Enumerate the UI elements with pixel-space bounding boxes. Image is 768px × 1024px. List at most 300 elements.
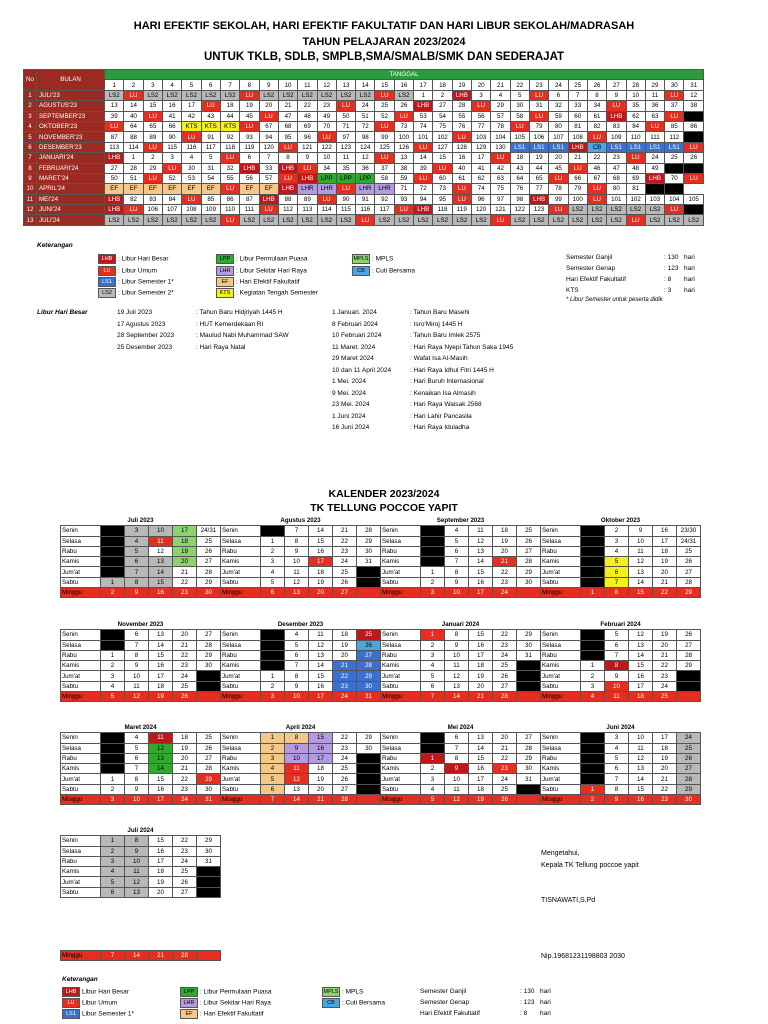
calendar-day: 2 <box>421 577 445 587</box>
calendar-day <box>357 588 381 598</box>
table-cell: LS2 <box>163 90 182 100</box>
calendar-day: 16 <box>629 795 653 805</box>
legend2-item <box>180 1009 264 1019</box>
summary-label: Semester Genap <box>566 265 616 272</box>
calendar-day <box>581 774 605 784</box>
table-cell: LU <box>684 173 704 183</box>
table-cell: 28 <box>124 163 143 173</box>
calendar-day: 23 <box>173 661 197 671</box>
calendar-row <box>61 640 221 650</box>
table-cell: 115 <box>336 205 355 215</box>
calendar-day: 21 <box>493 743 517 753</box>
table-cell: KTS <box>220 121 239 131</box>
row-month: MARET'24 <box>37 173 105 183</box>
holiday-date: 16 Juni 2024 <box>332 424 370 431</box>
table-cell: LS2 <box>645 215 664 225</box>
table-cell: LS2 <box>182 215 201 225</box>
table-cell: 65 <box>529 173 548 183</box>
calendar-day: 28 <box>333 795 357 805</box>
calendar-day: 27 <box>333 588 357 598</box>
table-cell: LHB <box>105 153 124 163</box>
table-cell: LU <box>143 173 162 183</box>
day-name: Sabtu <box>541 681 581 691</box>
table-day-header: 17 <box>414 80 433 90</box>
calendar-day: 18 <box>309 567 333 577</box>
table-cell: 15 <box>433 153 452 163</box>
table-cell: 72 <box>414 184 433 194</box>
holiday-name: : Kenaikan Isa Almasih <box>410 389 476 397</box>
legend-item <box>216 277 300 287</box>
calendar-row <box>221 577 381 587</box>
day-name: Senin <box>221 526 261 536</box>
calendar-day: 8 <box>445 753 469 763</box>
legend2-key: LU <box>62 998 80 1008</box>
table-cell: 15 <box>143 101 162 111</box>
calendar-day: 25 <box>653 692 677 702</box>
holiday-date: 11 Maret. 2024 <box>332 343 376 351</box>
calendar-day <box>357 577 381 587</box>
table-cell: 34 <box>587 101 606 111</box>
legend-key: CB <box>352 266 370 276</box>
table-cell: 40 <box>452 163 471 173</box>
calendar-day: 28 <box>517 557 541 567</box>
calendar-day: 16 <box>309 743 333 753</box>
calendar-day: 17 <box>309 753 333 763</box>
calendar-day: 23 <box>173 846 197 856</box>
table-cell: LS2 <box>356 90 375 100</box>
day-name: Rabu <box>541 753 581 763</box>
calendar-day: 22 <box>333 536 357 546</box>
day-name: Rabu <box>61 546 101 556</box>
calendar-day <box>101 733 125 743</box>
table-cell: LU <box>163 163 182 173</box>
table-cell: 104 <box>491 132 510 142</box>
calendar-day: 19 <box>493 536 517 546</box>
calendar-row <box>381 661 541 671</box>
calendar-day: 21 <box>333 526 357 536</box>
table-cell: 86 <box>684 121 704 131</box>
day-name: Sabtu <box>541 784 581 794</box>
table-cell: LS2 <box>259 90 278 100</box>
legend-label: : Hari Efektif Fakultatif <box>236 278 300 286</box>
calendar-day: 8 <box>445 567 469 577</box>
day-name: Kamis <box>381 557 421 567</box>
legend-key: LS2 <box>98 288 116 298</box>
table-cell: 52 <box>163 173 182 183</box>
day-name: Senin <box>541 630 581 640</box>
table-cell: LU <box>665 111 684 121</box>
table-cell: 36 <box>645 101 664 111</box>
calendar-day: 26 <box>173 692 197 702</box>
table-cell: LU <box>626 153 645 163</box>
table-cell: 13 <box>394 153 413 163</box>
calendar-row <box>381 764 541 774</box>
calendar-day: 9 <box>285 743 309 753</box>
table-cell: LS2 <box>394 215 413 225</box>
calendar-day: 14 <box>285 795 309 805</box>
calendar-day: 15 <box>469 630 493 640</box>
table-cell: 53 <box>414 111 433 121</box>
calendar-day: 25 <box>493 661 517 671</box>
calendar-row <box>221 774 381 784</box>
table-cell: LS2 <box>607 215 626 225</box>
table-cell: LU <box>105 121 124 131</box>
calendar-day: 20 <box>173 753 197 763</box>
calendar-day: 8 <box>445 630 469 640</box>
day-name: Jum'at <box>541 774 581 784</box>
calendar-row <box>61 764 221 774</box>
calendar-day: 11 <box>285 567 309 577</box>
month-name: Oktober 2023 <box>541 516 701 526</box>
month-table <box>220 620 381 702</box>
table-cell: 43 <box>201 111 220 121</box>
legend-title: Keterangan <box>37 242 73 249</box>
calendar-day: 15 <box>629 661 653 671</box>
table-day-header: 25 <box>568 80 587 90</box>
calendar-row <box>61 536 221 546</box>
table-cell: 105 <box>510 132 529 142</box>
table-cell: 48 <box>298 111 317 121</box>
day-name: Rabu <box>61 753 101 763</box>
table-cell: 117 <box>201 142 220 152</box>
calendar-day: 29 <box>197 577 221 587</box>
calendar-day: 7 <box>285 526 309 536</box>
calendar-day: 1 <box>581 661 605 671</box>
table-cell: 32 <box>220 163 239 173</box>
table-cell: 77 <box>472 121 491 131</box>
calendar-day: 24 <box>333 557 357 567</box>
table-cell: 98 <box>356 132 375 142</box>
calendar-day: 31 <box>357 557 381 567</box>
table-cell: 38 <box>394 163 413 173</box>
calendar-row <box>381 630 541 640</box>
calendar-day: 29 <box>677 588 701 598</box>
table-day-header: 11 <box>298 80 317 90</box>
calendar-row <box>381 640 541 650</box>
calendar-day: 7 <box>101 951 125 961</box>
table-cell: 27 <box>105 163 124 173</box>
month-name: Februari 2024 <box>541 620 701 630</box>
table-cell: 81 <box>626 184 645 194</box>
row-month: SEPTEMBER'23 <box>37 111 105 121</box>
month-table <box>220 516 381 598</box>
calendar-day: 25 <box>677 743 701 753</box>
calendar-row <box>61 733 221 743</box>
table-cell: 39 <box>414 163 433 173</box>
table-cell: 3 <box>163 153 182 163</box>
calendar-day: 15 <box>469 753 493 763</box>
table-cell: LS2 <box>433 215 452 225</box>
day-name: Kamis <box>541 557 581 567</box>
table-day-header: 31 <box>684 80 704 90</box>
day-name: Selasa <box>541 640 581 650</box>
calendar-day: 2 <box>101 661 125 671</box>
calendar-row <box>381 774 541 784</box>
legend-key: LPP <box>216 254 234 264</box>
day-name: Selasa <box>221 536 261 546</box>
calendar-day: 26 <box>357 640 381 650</box>
calendar-day: 5 <box>285 640 309 650</box>
table-cell: 117 <box>375 205 394 215</box>
table-day-header: 24 <box>549 80 568 90</box>
table-cell: 14 <box>414 153 433 163</box>
summary-unit: hari <box>684 254 695 261</box>
calendar-row <box>541 536 701 546</box>
calendar-day: 28 <box>677 577 701 587</box>
calendar-day: 25 <box>333 567 357 577</box>
legend-item <box>98 277 174 287</box>
table-cell: EF <box>182 184 201 194</box>
calendar-day: 13 <box>469 546 493 556</box>
holiday-date: 19 Juli 2023 <box>117 309 153 316</box>
day-name: Jum'at <box>61 877 101 887</box>
table-cell: 37 <box>375 163 394 173</box>
day-name: Senin <box>221 630 261 640</box>
calendar-day: 3 <box>605 536 629 546</box>
calendar-day: 18 <box>149 681 173 691</box>
calendar-day <box>581 546 605 556</box>
holiday-date: 1 Juni 2024 <box>332 412 366 420</box>
table-cell: LU <box>336 184 355 194</box>
table-cell: LS1 <box>626 142 645 152</box>
table-cell: LS2 <box>336 90 355 100</box>
calendar-day: 6 <box>125 753 149 763</box>
calendar-day: 22 <box>493 753 517 763</box>
calendar-day <box>677 692 701 702</box>
calendar-day: 19 <box>309 774 333 784</box>
calendar-row <box>61 753 221 763</box>
table-cell: 88 <box>278 194 297 204</box>
calendar-day: 16 <box>309 546 333 556</box>
calendar-day: 3 <box>421 774 445 784</box>
table-cell: 126 <box>394 142 413 152</box>
legend-label: : Libur Semester 1* <box>118 278 174 286</box>
calendar-day: 26 <box>517 536 541 546</box>
calendar-day: 19 <box>469 671 493 681</box>
calendar-day: 30 <box>677 795 701 805</box>
calendar-day <box>261 650 285 660</box>
calendar-row <box>61 526 221 536</box>
calendar-row <box>221 640 381 650</box>
table-cell: 50 <box>336 111 355 121</box>
day-name: Jum'at <box>541 671 581 681</box>
calendar-day: 16 <box>309 681 333 691</box>
calendar-day: 19 <box>653 630 677 640</box>
calendar-day: 3 <box>261 692 285 702</box>
table-cell: 92 <box>220 132 239 142</box>
table-cell: 49 <box>317 111 336 121</box>
day-name: Sabtu <box>61 577 101 587</box>
table-cell: 55 <box>452 111 471 121</box>
calendar-day: 26 <box>173 877 197 887</box>
legend2-label: Libur Semester 1* <box>82 1010 135 1018</box>
calendar-row <box>221 546 381 556</box>
calendar-day: 7 <box>125 567 149 577</box>
calendar-day: 4 <box>605 743 629 753</box>
calendar-day: 6 <box>125 630 149 640</box>
calendar-day <box>357 567 381 577</box>
calendar-row <box>541 661 701 671</box>
summary2-label: Semester Ganjil <box>420 988 467 995</box>
table-cell: LU <box>452 194 471 204</box>
table-cell: LS2 <box>317 90 336 100</box>
table-cell: LU <box>124 90 143 100</box>
table-cell: 71 <box>394 184 413 194</box>
table-cell: 20 <box>259 101 278 111</box>
summary2-label: Hari Efektif Fakultatif <box>420 1010 480 1017</box>
calendar-day: 13 <box>629 764 653 774</box>
calendar-day: 19 <box>173 743 197 753</box>
calendar-day: 3 <box>101 856 125 866</box>
calendar-row <box>541 671 701 681</box>
calendar-day: 27 <box>357 650 381 660</box>
calendar-day: 14 <box>125 951 149 961</box>
table-cell: 5 <box>510 90 529 100</box>
table-cell: LS1 <box>607 142 626 152</box>
calendar-row <box>541 640 701 650</box>
calendar-day: 14 <box>445 692 469 702</box>
table-cell: 96 <box>472 194 491 204</box>
calendar-row <box>541 733 701 743</box>
table-cell: 22 <box>298 101 317 111</box>
table-cell: LHR <box>298 184 317 194</box>
day-name: Minggu <box>381 795 421 805</box>
table-cell: LU <box>394 205 413 215</box>
calendar-day: 18 <box>309 764 333 774</box>
table-cell: LU <box>259 205 278 215</box>
calendar-day: 16 <box>469 764 493 774</box>
calendar-day: 7 <box>605 650 629 660</box>
day-name: Rabu <box>381 546 421 556</box>
calendar-day: 30 <box>517 577 541 587</box>
calendar-day: 21 <box>333 661 357 671</box>
table-cell: 78 <box>549 184 568 194</box>
calendar-day: 9 <box>285 681 309 691</box>
calendar-day: 31 <box>197 795 221 805</box>
legend-key: EF <box>216 277 234 287</box>
calendar-day: 14 <box>629 650 653 660</box>
table-cell: LU <box>220 153 239 163</box>
legend2-key: EF <box>180 1009 198 1019</box>
table-cell: LU <box>510 121 529 131</box>
calendar-day: 13 <box>469 733 493 743</box>
calendar-day: 22 <box>173 650 197 660</box>
calendar-day <box>101 546 125 556</box>
calendar-day: 5 <box>101 877 125 887</box>
table-cell: LS2 <box>163 215 182 225</box>
calendar-day: 18 <box>333 630 357 640</box>
table-cell: 124 <box>356 142 375 152</box>
calendar-day <box>101 536 125 546</box>
holiday-name: : Hari Raya Iduladha <box>410 424 470 431</box>
table-cell: 18 <box>510 153 529 163</box>
day-name: Jum'at <box>61 671 101 681</box>
summary-unit: hari <box>684 276 695 283</box>
calendar-day: 11 <box>149 733 173 743</box>
calendar-day <box>357 784 381 794</box>
legend2-item <box>62 1009 134 1019</box>
table-cell: 25 <box>375 101 394 111</box>
table-cell: 30 <box>510 101 529 111</box>
table-cell: LU <box>182 132 201 142</box>
table-cell: 28 <box>452 101 471 111</box>
calendar-day: 1 <box>421 567 445 577</box>
legend-key: MPLS <box>353 256 369 262</box>
calendar-day: 25 <box>677 546 701 556</box>
month-name: September 2023 <box>381 516 541 526</box>
calendar-day: 28 <box>677 774 701 784</box>
calendar-day: 17 <box>309 557 333 567</box>
table-cell: LHB <box>568 142 587 152</box>
calendar-day: 19 <box>469 795 493 805</box>
calendar-day: 21 <box>173 764 197 774</box>
calendar-day: 4 <box>421 661 445 671</box>
table-cell: LS2 <box>298 90 317 100</box>
calendar-title: KALENDER 2023/2024 <box>328 488 440 500</box>
table-cell: LS2 <box>143 90 162 100</box>
calendar-day: 9 <box>125 846 149 856</box>
table-cell: 60 <box>568 111 587 121</box>
day-name: Sabtu <box>221 681 261 691</box>
holiday-name: : Wafat Isa Al-Masih <box>410 355 468 362</box>
holiday-date: 29 Maret 2024 <box>332 355 374 362</box>
table-cell: 110 <box>220 205 239 215</box>
day-name: Senin <box>61 733 101 743</box>
calendar-day: 20 <box>173 557 197 567</box>
row-number: 5 <box>24 132 37 142</box>
calendar-row <box>221 743 381 753</box>
table-cell: 105 <box>684 194 704 204</box>
table-cell: LHB <box>278 184 297 194</box>
calendar-day: 1 <box>101 650 125 660</box>
calendar-day <box>197 692 221 702</box>
table-day-header: 10 <box>278 80 297 90</box>
calendar-day: 21 <box>173 640 197 650</box>
legend-item <box>216 288 318 298</box>
table-cell: 73 <box>394 121 413 131</box>
table-cell: 9 <box>298 153 317 163</box>
calendar-day: 23 <box>653 795 677 805</box>
table-cell: LU <box>452 132 471 142</box>
table-cell: 115 <box>163 142 182 152</box>
calendar-row <box>61 661 221 671</box>
calendar-day: 5 <box>101 692 125 702</box>
table-cell: 74 <box>414 121 433 131</box>
month-name: Agustus 2023 <box>221 516 381 526</box>
calendar-day: 26 <box>677 753 701 763</box>
day-name: Jum'at <box>221 774 261 784</box>
calendar-day: 17 <box>469 588 493 598</box>
calendar-day: 23 <box>653 671 677 681</box>
day-name: Sabtu <box>541 577 581 587</box>
calendar-day: 4 <box>101 867 125 877</box>
table-cell: 85 <box>665 121 684 131</box>
calendar-day: 26 <box>197 743 221 753</box>
table-cell: 90 <box>336 194 355 204</box>
calendar-day <box>517 588 541 598</box>
table-cell: 96 <box>298 132 317 142</box>
row-number: 11 <box>24 194 37 204</box>
table-cell: 111 <box>645 132 664 142</box>
calendar-day: 18 <box>493 526 517 536</box>
table-cell: LU <box>587 184 606 194</box>
calendar-day: 5 <box>261 577 285 587</box>
calendar-day <box>101 764 125 774</box>
table-cell: 100 <box>568 194 587 204</box>
table-cell: LHB <box>240 163 259 173</box>
calendar-day: 22 <box>333 733 357 743</box>
legend2-label: Libur Hari Besar <box>82 988 129 996</box>
